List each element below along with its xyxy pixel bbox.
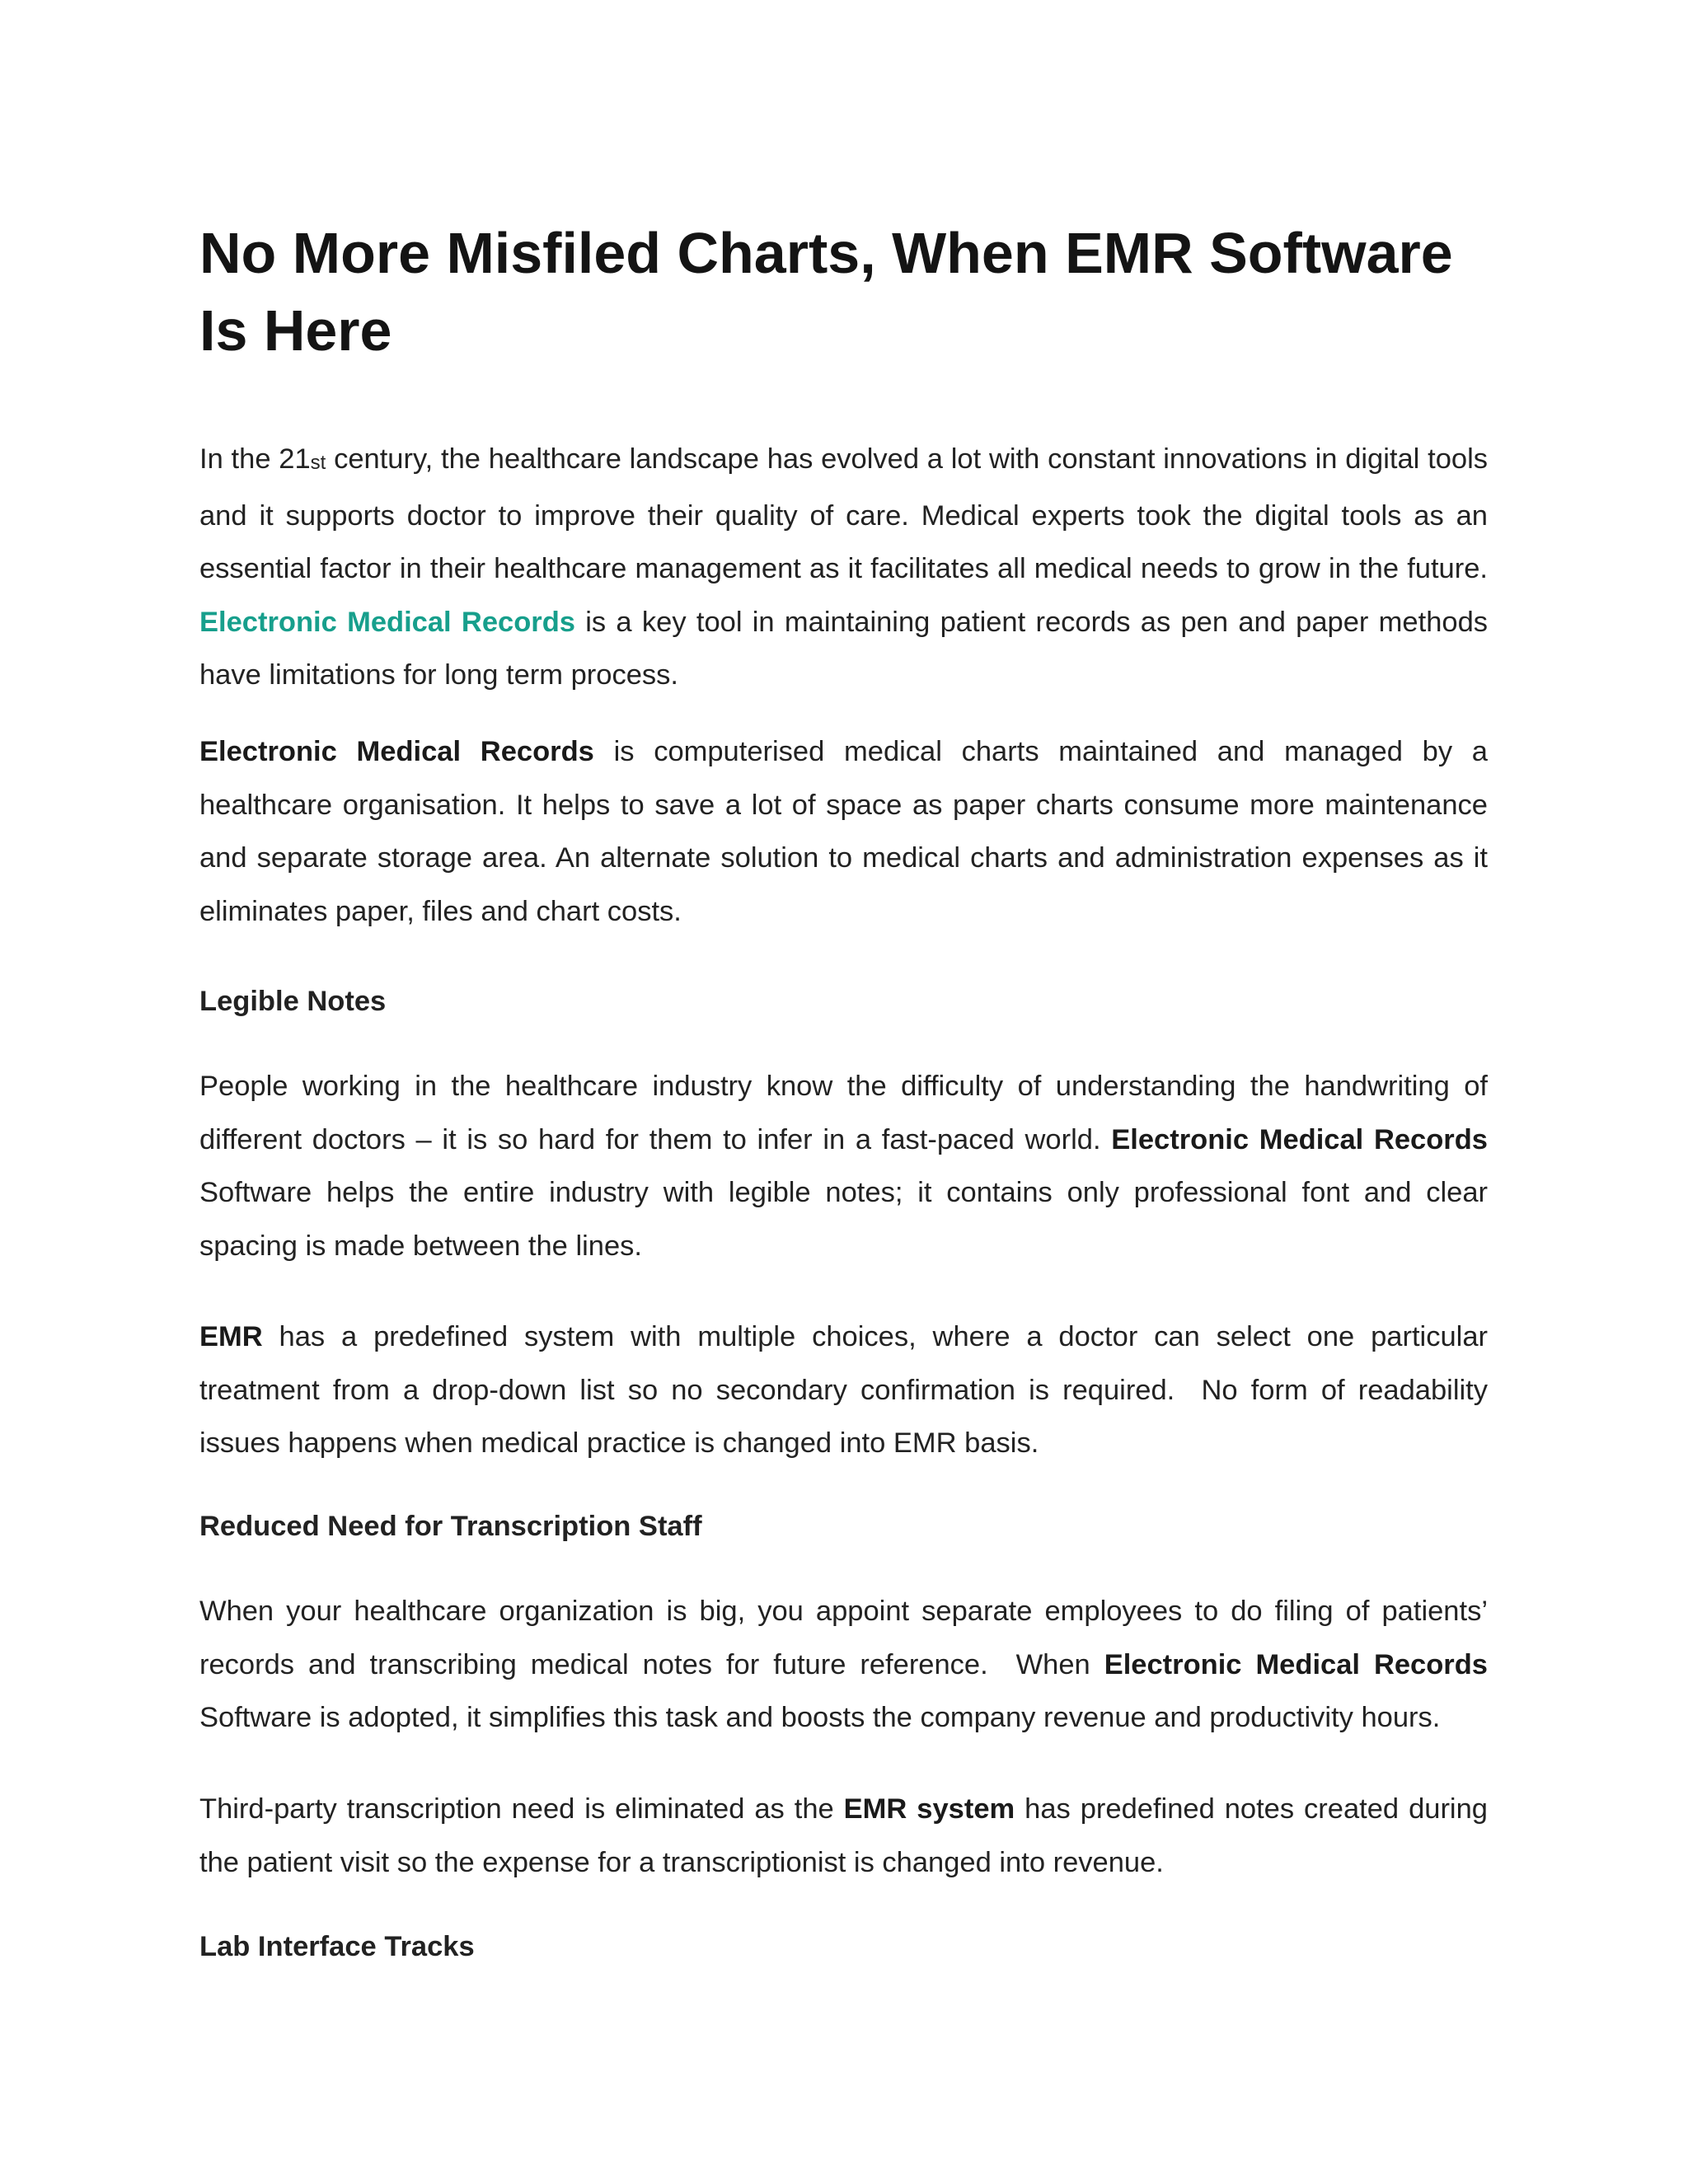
legible-text-b: Software helps the entire industry with legible notes; it contains only professional font and clear spacing is made between the lines. <box>199 1177 1488 1262</box>
emr-definition-text: is computerised medical charts maintained and managed by a healthcare organisation. It helps to save a lot of space as paper charts consume more maintenance and separate storage area. An alternate solution to medical charts and administration expenses as it eliminates paper, files and chart costs. <box>199 736 1488 927</box>
emr-bold-term: Electronic Medical Records <box>199 736 594 767</box>
ordinal-suffix: st <box>310 452 326 474</box>
legible-bold-term: Electronic Medical Records <box>1111 1123 1488 1155</box>
emr-predefined-text: has a predefined system with multiple choices, where a doctor can select one particular treatment from a drop-down list so no secondary confirmation is required. No form of readability issues happens when medical practice is changed into EMR basis. <box>199 1321 1488 1459</box>
third-party-paragraph <box>199 1783 1488 1889</box>
heading-transcription: Reduced Need for Transcription Staff <box>199 1511 702 1542</box>
emr-definition-paragraph <box>199 725 1488 938</box>
emr-predefined-paragraph <box>199 1310 1488 1470</box>
legible-notes-paragraph <box>199 1060 1488 1272</box>
transcription-text-a: When your healthcare organization is big, you appoint separate employees to do filing of patients’ records and transcribing medical notes for future reference. When <box>199 1596 1488 1680</box>
intro-text-a: In the 21 <box>199 443 311 475</box>
page-title: No More Misfiled Charts, When EMR Software Is Here <box>199 221 1453 363</box>
intro-text-c: is a key tool in maintaining patient records as pen and paper methods have limitations for long term process. <box>199 606 1489 691</box>
third-party-text-a: Third-party transcription need is eliminated as the <box>199 1793 844 1825</box>
heading-legible-notes: Legible Notes <box>199 986 387 1017</box>
transcription-text-b: Software is adopted, it simplifies this task and boosts the company revenue and productivity hours. <box>199 1702 1441 1733</box>
legible-text-a: People working in the healthcare industry know the difficulty of understanding the handwriting of different doctors – it is so hard for them to infer in a fast-paced world. <box>199 1071 1488 1155</box>
third-party-text-b: has predefined notes created during the patient visit so the expense for a transcriptionist is changed into revenue. <box>199 1793 1488 1878</box>
heading-lab-interface: Lab Interface Tracks <box>199 1931 475 1962</box>
transcription-bold-term: Electronic Medical Records <box>1104 1648 1488 1680</box>
emr-link[interactable]: Electronic Medical Records <box>199 606 575 638</box>
emr-abbrev-bold: EMR <box>199 1321 263 1352</box>
transcription-paragraph <box>199 1585 1488 1745</box>
intro-paragraph <box>199 433 1488 702</box>
emr-system-bold: EMR system <box>843 1793 1015 1825</box>
intro-text-b: century, the healthcare landscape has evolved a lot with constant innovations in digital tools and it supports doctor to improve their quality of care. Medical experts took the digital tools as an essential factor in their healthcare management as it facilitates all medical needs to grow in the future. <box>199 443 1488 584</box>
